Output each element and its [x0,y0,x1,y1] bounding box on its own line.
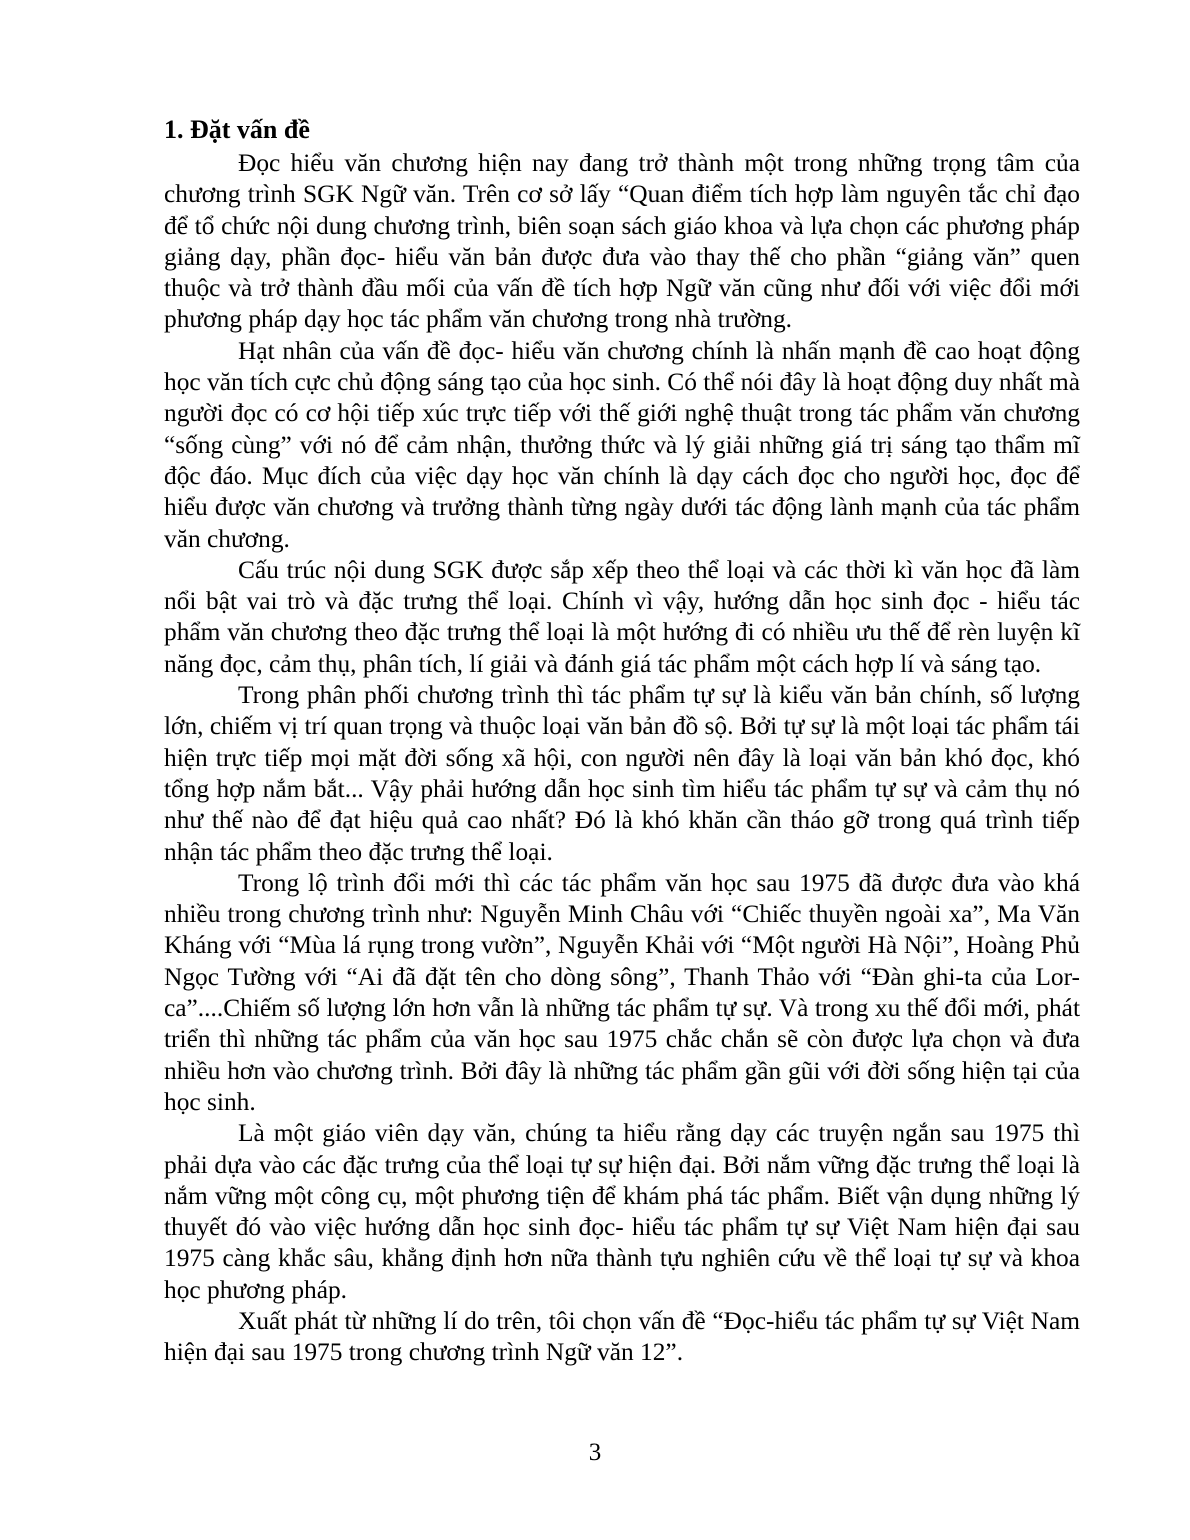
section-heading: 1. Đặt vấn đề [164,115,310,144]
paragraph: Đọc hiểu văn chương hiện nay đang trở thành một trong những trọng tâm của chương trình SGK Ngữ văn. Trên cơ sở lấy “Quan điểm tích hợp làm nguyên tắc chỉ đạo để tổ chức nội dung chương trình, biên soạn sách giáo khoa và lựa chọn các phương pháp giảng dạy, phần đọc- hiểu văn bản được đưa vào thay thế cho phần “giảng văn” quen thuộc và trở thành đầu mối của vấn đề tích hợp Ngữ văn cũng như đối với việc đổi mới phương pháp dạy học tác phẩm văn chương trong nhà trường. [164,149,1080,334]
paragraph: Là một giáo viên dạy văn, chúng ta hiểu rằng dạy các truyện ngắn sau 1975 thì phải dựa vào các đặc trưng của thể loại tự sự hiện đại. Bởi nắm vững đặc trưng thể loại là nắm vững một công cụ, một phương tiện để khám phá tác phẩm. Biết vận dụng những lý thuyết đó vào việc hướng dẫn học sinh đọc- hiểu tác phẩm tự sự Việt Nam hiện đại sau 1975 càng khắc sâu, khẳng định hơn nữa thành tựu nghiên cứu về thể loại tự sự và khoa học phương pháp. [164,1119,1080,1304]
paragraph: Cấu trúc nội dung SGK được sắp xếp theo thể loại và các thời kì văn học đã làm nổi bật vai trò và đặc trưng thể loại. Chính vì vậy, hướng dẫn học sinh đọc - hiểu tác phẩm văn chương theo đặc trưng thể loại là một hướng đi có nhiều ưu thế để rèn luyện kĩ năng đọc, cảm thụ, phân tích, lí giải và đánh giá tác phẩm một cách hợp lí và sáng tạo. [164,555,1080,678]
paragraph: Trong phân phối chương trình thì tác phẩm tự sự là kiểu văn bản chính, số lượng lớn, chiếm vị trí quan trọng và thuộc loại văn bản đồ sộ. Bởi tự sự là một loại tác phẩm tái hiện trực tiếp mọi mặt đời sống xã hội, con người nên đây là loại văn bản khó đọc, khó tổng hợp nắm bắt... Vậy phải hướng dẫn học sinh tìm hiểu tác phẩm tự sự và cảm thụ nó như thế nào để đạt hiệu quả cao nhất? Đó là khó khăn cần tháo gỡ trong quá trình tiếp nhận tác phẩm theo đặc trưng thể loại. [164,681,1080,866]
paragraph: Hạt nhân của vấn đề đọc- hiểu văn chương chính là nhấn mạnh đề cao hoạt động học văn tích cực chủ động sáng tạo của học sinh. Có thể nói đây là hoạt động duy nhất mà người đọc có cơ hội tiếp xúc trực tiếp với thế giới nghệ thuật trong tác phẩm văn chương “sống cùng” với nó để cảm nhận, thưởng thức và lý giải những giá trị sáng tạo thẩm mĩ độc đáo. Mục đích của việc dạy học văn chính là dạy cách đọc cho người học, đọc để hiểu được văn chương và trưởng thành từng ngày dưới tác động lành mạnh của tác phẩm văn chương. [164,336,1080,553]
paragraph: Xuất phát từ những lí do trên, tôi chọn vấn đề “Đọc-hiểu tác phẩm tự sự Việt Nam hiện đại sau 1975 trong chương trình Ngữ văn 12”. [164,1306,1080,1367]
page-number: 3 [588,1439,602,1466]
page-content [164,112,1080,1369]
paragraph: Trong lộ trình đổi mới thì các tác phẩm văn học sau 1975 đã được đưa vào khá nhiều trong chương trình như: Nguyễn Minh Châu với “Chiếc thuyền ngoài xa”, Ma Văn Kháng với “Mùa lá rụng trong vườn”, Nguyễn Khải với “Một người Hà Nội”, Hoàng Phủ Ngọc Tường với “Ai đã đặt tên cho dòng sông”, Thanh Thảo với “Đàn ghi-ta của Lor-ca”....Chiếm số lượng lớn hơn vẫn là những tác phẩm tự sự. Và trong xu thế đổi mới, phát triển thì những tác phẩm của văn học sau 1975 chắc chắn sẽ còn được lựa chọn và đưa nhiều hơn vào chương trình. Bởi đây là những tác phẩm gần gũi với đời sống hiện tại của học sinh. [164,868,1080,1116]
